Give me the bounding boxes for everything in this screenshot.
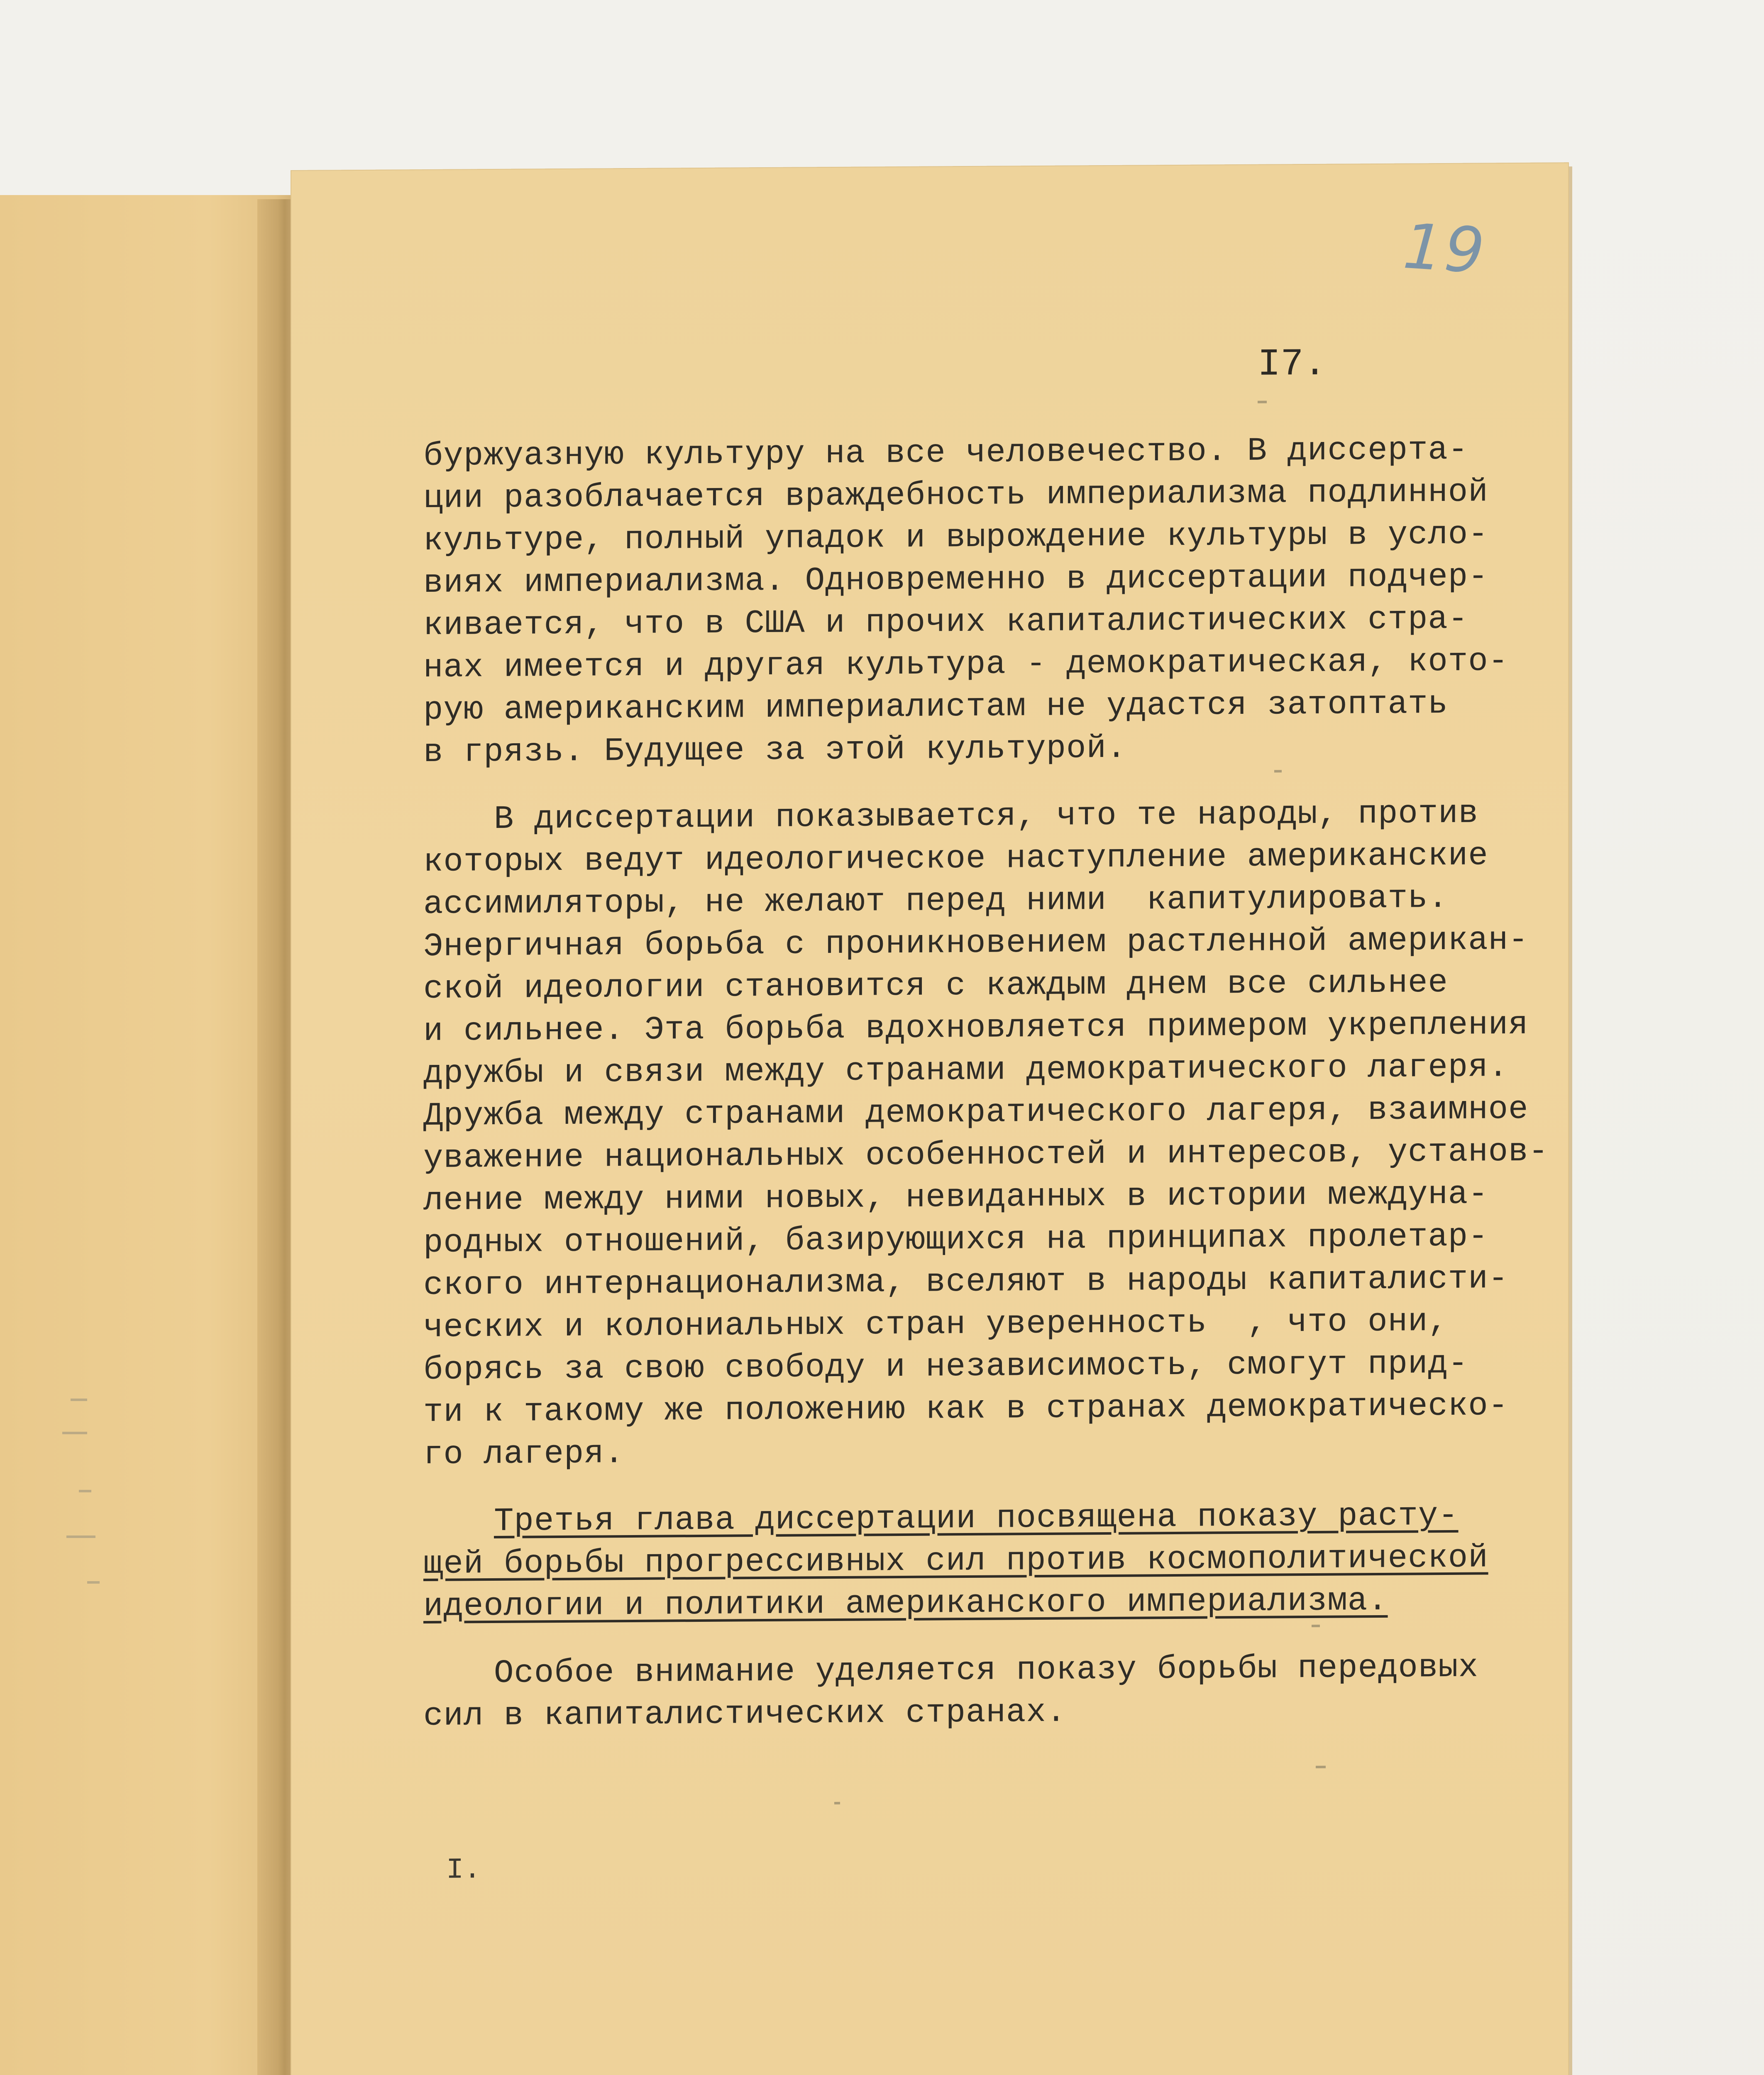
- text-line: родных отношений, базирующихся на принципах пролетар-: [423, 1218, 1488, 1262]
- text-line: В диссертации показывается, что те народы, против: [494, 794, 1478, 838]
- paragraph-2: [423, 792, 1549, 1476]
- stray-mark: [1316, 1766, 1326, 1768]
- footer-mark: I.: [446, 1854, 481, 1887]
- text-line: го лагеря.: [423, 1435, 625, 1474]
- text-line: сил в капиталистических странах.: [423, 1693, 1067, 1735]
- text-line: культуре, полный упадок и вырождение культуры в усло-: [423, 515, 1488, 560]
- text-line: виях империализма. Одновременно в диссертации подчер-: [423, 558, 1488, 602]
- typed-page-number: I7.: [1258, 342, 1327, 386]
- text-line: ской идеологии становится с каждым днем все сильнее: [423, 964, 1448, 1008]
- left-page-bleed-marks: [62, 1399, 145, 1648]
- text-line: ского интернационализма, вселяют в народы капиталисти-: [423, 1260, 1509, 1304]
- text-line: Дружба между странами демократического лагеря, взаимное: [423, 1090, 1529, 1135]
- text-line: кивается, что в США и прочих капиталистических стра-: [423, 600, 1468, 644]
- paragraph-1: [423, 428, 1536, 774]
- text-line: дружбы и связи между странами демократического лагеря.: [423, 1048, 1509, 1093]
- text-line: ции разоблачается враждебность империализма подлинной: [423, 473, 1488, 518]
- text-line: в грязь. Будущее за этой культурой.: [423, 729, 1127, 771]
- text-line: ти к такому же положению как в странах демократическо-: [423, 1387, 1509, 1431]
- text-line: Особое внимание уделяется показу борьбы передовых: [494, 1648, 1478, 1692]
- left-page: [0, 195, 299, 2075]
- text-line: Энергичная борьба с проникновением растленной американ-: [423, 921, 1529, 966]
- text-line: ление между ними новых, невиданных в истории междуна-: [423, 1175, 1488, 1220]
- text-line: и сильнее. Эта борьба вдохновляется примером укрепления: [423, 1006, 1529, 1050]
- text-line: борясь за свою свободу и независимость, смогут прид-: [423, 1345, 1468, 1389]
- paragraph-4: [423, 1646, 1536, 1737]
- handwritten-folio-number: 19: [1401, 210, 1488, 288]
- underlined-text-line: щей борьбы прогрессивных сил против космополитической: [423, 1539, 1488, 1583]
- typewritten-text: [423, 428, 1549, 1737]
- text-line: ассимиляторы, не желают перед ними капитулировать.: [423, 879, 1448, 923]
- right-page: [291, 162, 1569, 2075]
- text-line: буржуазную культуру на все человечество. В диссерта-: [423, 431, 1468, 475]
- text-line: рую американским империалистам не удастся затоптать: [423, 685, 1448, 729]
- text-line: нах имеется и другая культура - демократическая, кото-: [423, 642, 1509, 687]
- text-line: которых ведут идеологическое наступление американские: [423, 837, 1488, 881]
- underlined-text-line: идеологии и политики американского империализма.: [423, 1582, 1388, 1626]
- stray-mark: [1258, 401, 1267, 403]
- text-line: уважение национальных особенностей и интересов, установ-: [423, 1133, 1549, 1177]
- stray-mark: [1274, 770, 1282, 772]
- underlined-text-line: Третья глава диссертации посвящена показу расту-: [494, 1496, 1459, 1540]
- stray-mark: [1312, 1625, 1320, 1627]
- text-line: ческих и колониальных стран уверенность , что они,: [423, 1302, 1448, 1347]
- stray-mark: [834, 1802, 840, 1804]
- paragraph-3-underlined: [423, 1494, 1536, 1628]
